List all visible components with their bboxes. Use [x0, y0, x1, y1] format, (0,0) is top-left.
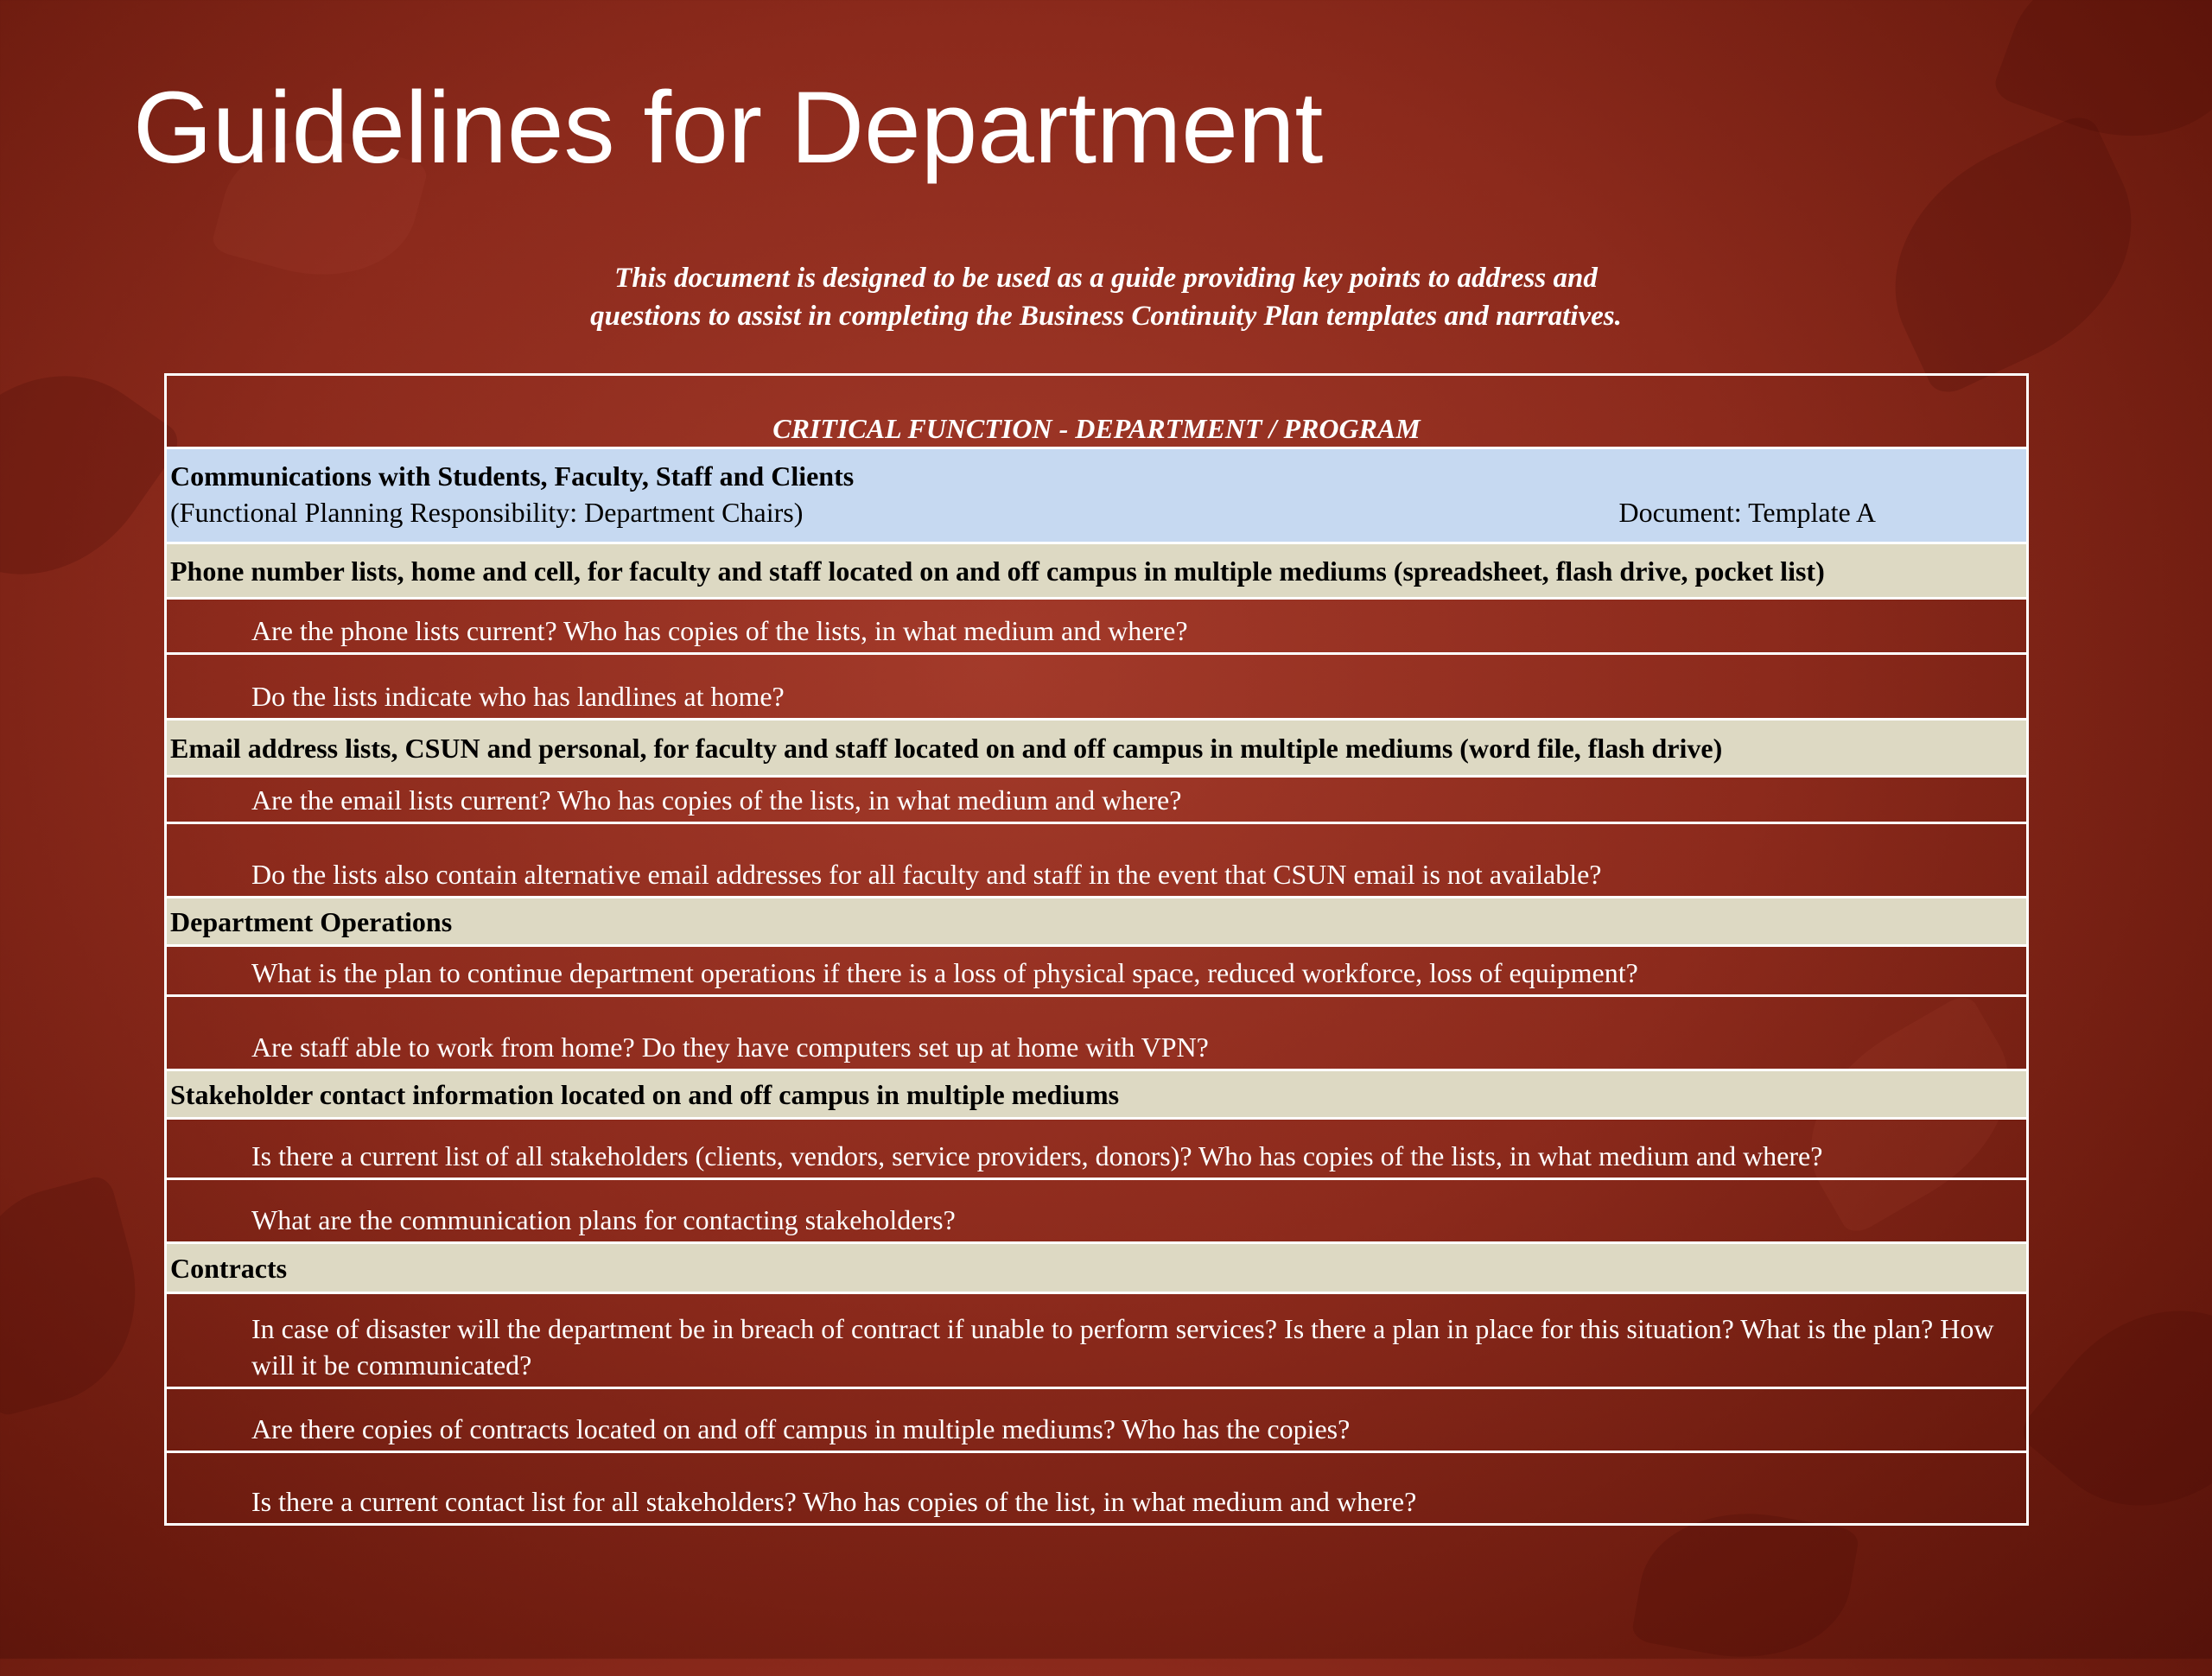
question-text: Is there a current contact list for all stakeholders? Who has copies of the list, in what medium and where? — [251, 1486, 1417, 1517]
question-text: Are there copies of contracts located on and off campus in multiple mediums? Who has the copies? — [251, 1413, 1351, 1444]
function-info-line — [170, 494, 2023, 530]
question-row — [167, 652, 2026, 718]
question-text: What are the communication plans for contacting stakeholders? — [251, 1204, 956, 1235]
question-row — [167, 944, 2026, 994]
question-row — [167, 1117, 2026, 1178]
section-row — [167, 718, 2026, 775]
question-text: Do the lists also contain alternative email addresses for all faculty and staff in the event that CSUN email is not available? — [251, 859, 1602, 890]
question-row — [167, 1292, 2026, 1387]
question-row — [167, 597, 2026, 652]
question-row — [167, 775, 2026, 822]
table-header-text: CRITICAL FUNCTION - DEPARTMENT / PROGRAM — [772, 413, 1421, 444]
question-row — [167, 994, 2026, 1069]
responsibility-text: (Functional Planning Responsibility: Department Chairs) — [170, 496, 804, 528]
question-text: Are the phone lists current? Who has copies of the lists, in what medium and where? — [251, 615, 1188, 646]
intro-text — [0, 259, 2212, 335]
table-header-row — [167, 376, 2026, 447]
question-row — [167, 822, 2026, 896]
section-title: Contracts — [170, 1252, 288, 1284]
question-row — [167, 1178, 2026, 1241]
question-text: Are staff able to work from home? Do they have computers set up at home with VPN? — [251, 1032, 1209, 1063]
section-title: Stakeholder contact information located on and off campus in multiple mediums — [170, 1078, 1120, 1110]
function-info-row — [167, 447, 2026, 542]
function-heading: Communications with Students, Faculty, Staff and Clients — [170, 460, 855, 492]
section-title: Department Operations — [170, 905, 453, 937]
background-leaf — [0, 328, 186, 621]
question-text: Are the email lists current? Who has copies of the lists, in what medium and where? — [251, 784, 1182, 816]
slide-title: Guidelines for Department — [133, 71, 1324, 185]
question-row — [167, 1387, 2026, 1451]
intro-line-1: This document is designed to be used as a guide providing key points to address and — [614, 263, 1598, 294]
section-row — [167, 896, 2026, 944]
question-text: Do the lists indicate who has landlines at home? — [251, 681, 785, 712]
section-row — [167, 542, 2026, 597]
question-text: In case of disaster will the department be in breach of contract if unable to perform services? Is there a plan in place for this situation? What is the plan? How will it be communicated? — [251, 1313, 1994, 1381]
background-leaf — [2015, 1261, 2212, 1556]
section-title: Phone number lists, home and cell, for faculty and staff located on and off campus in multiple mediums (spreadsheet, flash drive, pocket list) — [170, 555, 1825, 587]
question-text: What is the plan to continue department operations if there is a loss of physical space, reduced workforce, loss of equipment? — [251, 957, 1638, 988]
section-title: Email address lists, CSUN and personal, for faculty and staff located on and off campus in multiple mediums (word file, flash drive) — [170, 732, 1723, 764]
document-label: Document: Template A — [1618, 496, 1876, 528]
background-leaf — [0, 1173, 162, 1419]
background-leaf — [1853, 110, 2172, 399]
intro-line-2: questions to assist in completing the Business Continuity Plan templates and narratives. — [590, 301, 1622, 332]
question-text: Is there a current list of all stakeholders (clients, vendors, service providers, donors)? Who has copies of the lists, in what medium and where? — [251, 1140, 1823, 1171]
guidelines-table — [164, 373, 2029, 1526]
question-row — [167, 1451, 2026, 1523]
section-row — [167, 1069, 2026, 1117]
section-row — [167, 1241, 2026, 1292]
